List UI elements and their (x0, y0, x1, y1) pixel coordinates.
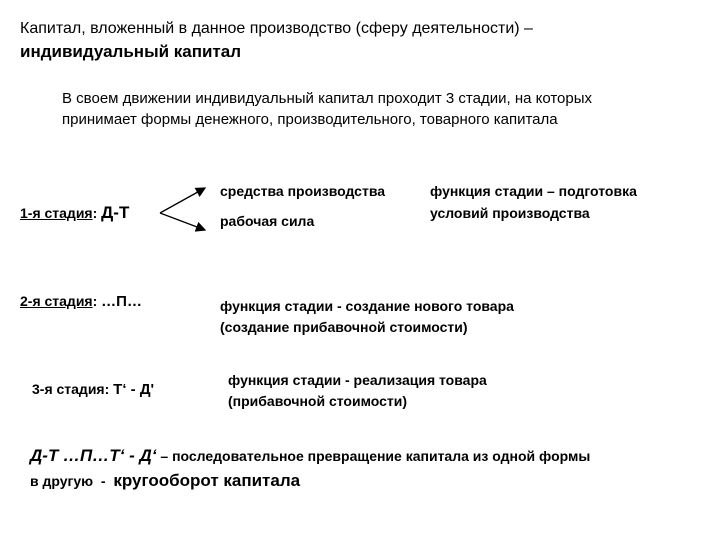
stage-2-row (20, 293, 142, 310)
stage-2-function-line-2: (создание прибавочной стоимости) (220, 319, 468, 335)
labor-force: рабочая сила (220, 213, 315, 229)
arrow-to-labor (160, 213, 205, 230)
stage-2-label: 2-я стадия (20, 293, 93, 309)
arrow-to-means (160, 188, 205, 213)
means-of-production: средства производства (220, 183, 386, 199)
circuit-formula: Д-Т …П…Т‘ - Д‘ (30, 446, 157, 465)
summary-line-1 (30, 446, 590, 466)
stage-1-function-line-1: функция стадии – подготовка (430, 183, 637, 199)
stage-3-function-line-2: (прибавочной стоимости) (228, 393, 408, 409)
heading-line-1: Капитал, вложенный в данное производство (сферу деятельности) – (20, 20, 533, 37)
stage-2-colon: : (92, 293, 98, 309)
stage-3-function-line-1: функция стадии - реализация товара (228, 372, 487, 388)
stage-3-label: 3-я стадия (32, 381, 105, 397)
summary-line-2 (30, 471, 300, 491)
intro-paragraph: В своем движении индивидуальный капитал проходит 3 стадии, на которых принимает формы денежного, производительного, товарного капитала (62, 90, 593, 128)
stage-2-function-line-1: функция стадии - создание нового товара (220, 298, 514, 314)
circuit-term: кругооборот капитала (113, 471, 301, 490)
heading-line-2: индивидуальный капитал (20, 42, 242, 61)
stage-2-formula: …П… (101, 293, 142, 310)
stage-3-colon: : (104, 381, 110, 397)
stage-1-label: 1-я стадия (20, 205, 93, 221)
summary-text-2: в другую - (30, 473, 114, 489)
stage-1-function-line-2: условий производства (430, 205, 590, 221)
stage-1-formula: Д-Т (101, 203, 130, 222)
stage-3-formula: Т‘ - Д' (113, 381, 155, 398)
stage-3-row (32, 381, 154, 398)
summary-text-1: – последовательное превращение капитала из одной формы (156, 448, 591, 464)
stage-1-colon: : (92, 205, 98, 221)
